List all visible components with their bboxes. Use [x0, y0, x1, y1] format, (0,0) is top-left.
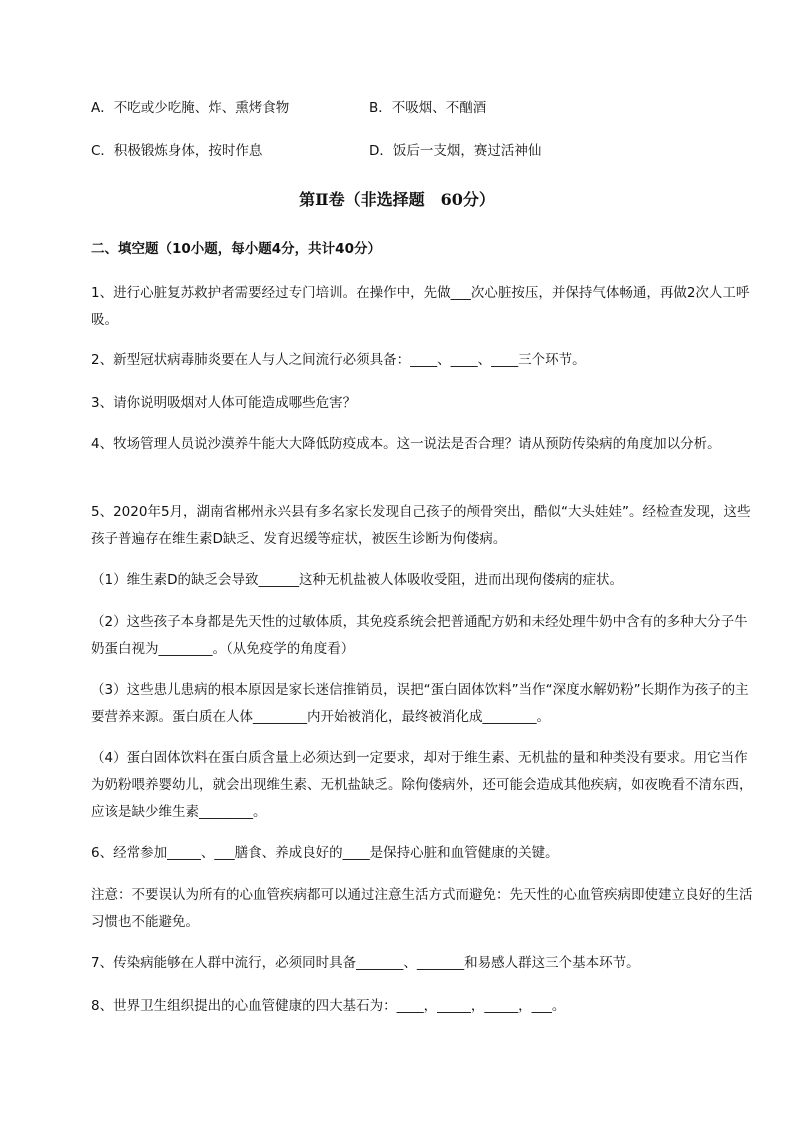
question-4: 4、牧场管理人员说沙漠养牛能大大降低防疫成本。这一说法是否合理？请从预防传染病的角度加以分析。: [91, 436, 721, 452]
question-5-part-3: （3）这些患儿患病的根本原因是家长迷信推销员，误把“蛋白固体饮料”当作“深度水解奶粉”长期作为孩子的主要营养来源。蛋白质在人体________内开始被消化，最终被消化成________。: [91, 682, 749, 725]
option-c: C．积极锻炼身体，按时作息: [91, 143, 263, 159]
question-6: 6、经常参加_____、___膳食、养成良好的____是保持心脏和血管健康的关键。: [91, 845, 559, 861]
part-title: 第Ⅱ卷（非选择题 60分）: [299, 190, 495, 209]
section-heading: 二、填空题（10小题，每小题4分，共计40分）: [91, 241, 381, 257]
question-2: 2、新型冠状病毒肺炎要在人与人之间流行必须具备：____、____、____三个环节。: [91, 352, 586, 368]
option-a: A．不吃或少吃腌、炸、熏烤食物: [91, 100, 290, 116]
question-5-part-1: （1）维生素D的缺乏会导致______这种无机盐被人体吸收受阻，进而出现佝偻病的症状。: [91, 572, 623, 588]
option-b: B．不吸烟、不酗酒: [369, 100, 487, 116]
question-7: 7、传染病能够在人群中流行，必须同时具备_______、_______和易感人群这三个基本环节。: [91, 955, 640, 971]
note: 注意：不要误认为所有的心血管疾病都可以通过注意生活方式而避免：先天性的心血管疾病即使建立良好的生活习惯也不能避免。: [91, 887, 753, 930]
question-5: 5、2020年5月，湖南省郴州永兴县有多名家长发现自己孩子的颅骨突出，酷似“大头娃娃”。经检查发现，这些孩子普遍存在维生素D缺乏、发育迟缓等症状，被医生诊断为佝偻病。: [91, 504, 751, 547]
question-3: 3、请你说明吸烟对人体可能造成哪些危害？: [91, 395, 357, 411]
question-5-part-4: （4）蛋白固体饮料在蛋白质含量上必须达到一定要求，却对于维生素、无机盐的量和种类没有要求。用它当作为奶粉喂养婴幼儿，就会出现维生素、无机盐缺乏。除佝偻病外，还可能会造成其他疾病，如夜晚看不清东西，应该是缺少维生素________。: [91, 750, 753, 820]
option-d: D．饭后一支烟，赛过活神仙: [369, 143, 542, 159]
question-5-part-2: （2）这些孩子本身都是先天性的过敏体质，其免疫系统会把普通配方奶和未经处理牛奶中含有的多种大分子牛奶蛋白视为________。（从免疫学的角度看）: [91, 614, 748, 657]
question-1: 1、进行心脏复苏救护者需要经过专门培训。在操作中，先做___次心脏按压，并保持气体畅通，再做2次人工呼吸。: [91, 285, 750, 328]
question-8: 8、世界卫生组织提出的心血管健康的四大基石为：____，_____，_____，___。: [91, 998, 566, 1014]
